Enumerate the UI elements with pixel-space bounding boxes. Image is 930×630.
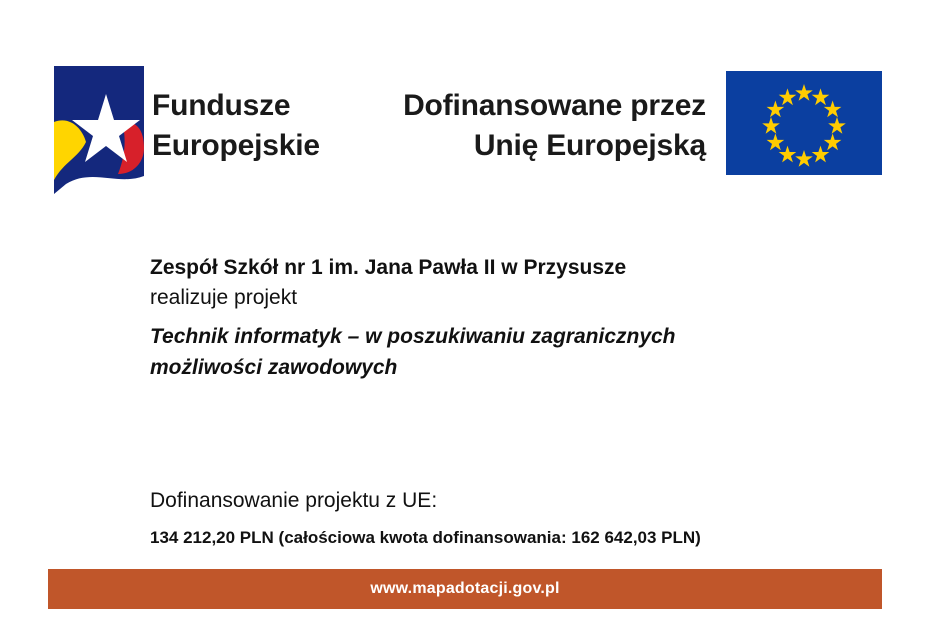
fundusze-line-1: Fundusze (152, 89, 291, 122)
fundusze-europejskie-flag-icon (48, 58, 144, 198)
funding-block (150, 486, 850, 550)
logo-header (0, 48, 930, 198)
school-name: Zespół Szkół nr 1 im. Jana Pawła II w Przysusze (150, 256, 627, 279)
eu-line-2: Unię Europejską (473, 128, 706, 162)
eu-funding-wordmark (370, 86, 706, 165)
project-description (150, 253, 850, 383)
eu-stars-icon (726, 71, 882, 175)
realizes-label: realizuje projekt (150, 286, 298, 310)
fundusze-europejskie-wordmark (152, 86, 320, 165)
footer-url[interactable]: www.mapadotacji.gov.pl (370, 580, 560, 597)
fundusze-europejskie-logo (48, 58, 144, 198)
fundusze-line-2: Europejskie (152, 128, 320, 162)
project-title: Technik informatyk – w poszukiwaniu zagranicznych możliwości zawodowych (150, 324, 676, 379)
european-union-flag (726, 71, 882, 175)
funding-label: Dofinansowanie projektu z UE: (150, 489, 438, 512)
funding-amount: 134 212,20 PLN (całościowa kwota dofinansowania: 162 642,03 PLN) (150, 528, 701, 548)
eu-line-1: Dofinansowane przez (403, 89, 706, 122)
footer-bar (48, 569, 882, 609)
